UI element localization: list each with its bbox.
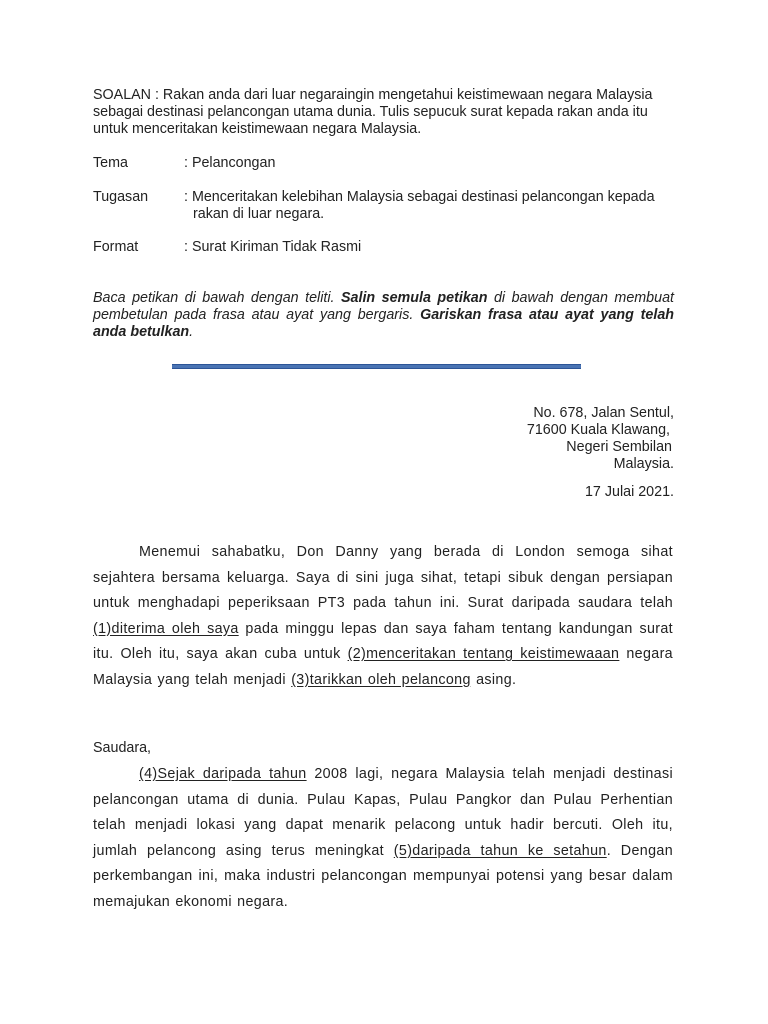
letter-paragraph-2 bbox=[93, 762, 673, 915]
underlined-phrase-3: (3)tarikkan oleh pelancong bbox=[291, 671, 471, 688]
letter-paragraph-1 bbox=[93, 540, 673, 693]
underlined-phrase-4: (4)Sejak daripada tahun bbox=[139, 766, 307, 782]
salutation: Saudara, bbox=[93, 740, 152, 756]
paragraph-text: asing. bbox=[470, 671, 517, 688]
question-text: SOALAN : Rakan anda dari luar negaraingin mengetahui keistimewaan negara Malaysia sebagai destinasi pelancongan utama dunia. Tulis sepucuk surat kepada rakan anda itu untuk menceritakan keistimewaan negara Malaysia. bbox=[93, 87, 653, 137]
address-line: No. 678, Jalan Sentul, bbox=[533, 405, 674, 421]
instruction-part: Baca petikan di bawah dengan teliti. bbox=[93, 290, 341, 306]
paragraph-text: pada minggu lepas dan saya faham tentang kandungan surat itu. Oleh itu, saya akan cuba untuk bbox=[93, 620, 673, 662]
instruction-text bbox=[93, 290, 674, 341]
paragraph-text: . Dengan perkembangan ini, maka industri pelancongan mempunyai potensi yang besar dalam memajukan ekonomi negara. bbox=[93, 842, 673, 910]
meta-value-tugasan: : Menceritakan kelebihan Malaysia sebagai destinasi pelancongan kepada rakan di luar negara. bbox=[184, 189, 655, 222]
address-line: Negeri Sembilan bbox=[566, 439, 672, 455]
divider-rule bbox=[172, 364, 581, 369]
letter-date: 17 Julai 2021. bbox=[584, 484, 674, 500]
meta-label-format: Format bbox=[93, 239, 139, 255]
meta-value-tema: : Pelancongan bbox=[184, 155, 276, 171]
address-line: 71600 Kuala Klawang, bbox=[526, 422, 670, 438]
paragraph-text: negara Malaysia yang telah menjadi bbox=[93, 646, 673, 688]
instruction-part: . bbox=[189, 324, 194, 340]
paragraph-text: 2008 lagi, negara Malaysia telah menjadi destinasi pelancongan utama di dunia. Pulau Kapas, Pulau Pangkor dan Pulau Perhentian telah menjadi lokasi yang dapat menarik pelacong untuk hadir bercuti. Oleh itu, jumlah pelancong asing terus meningkat bbox=[93, 766, 673, 859]
paragraph-text: Menemui sahabatku, Don Danny yang berada di London semoga sihat sejahtera bersama keluarga. Saya di sini juga sihat, tetapi sibuk dengan persiapan untuk menghadapi peperiksaan PT3 pada tahun ini. Surat daripada saudara telah bbox=[93, 544, 673, 611]
meta-value-format: : Surat Kiriman Tidak Rasmi bbox=[184, 239, 362, 255]
instruction-bold: Salin semula petikan bbox=[341, 290, 488, 306]
instruction-bold: Gariskan frasa atau ayat yang telah anda betulkan bbox=[93, 307, 675, 340]
underlined-phrase-2: (2)menceritakan tentang keistimewaaan bbox=[347, 646, 620, 662]
meta-label-tema: Tema bbox=[93, 155, 128, 171]
meta-label-tugasan: Tugasan bbox=[93, 189, 149, 205]
instruction-part: di bawah dengan membuat pembetulan pada frasa atau ayat yang bergaris. bbox=[93, 290, 675, 323]
sender-address bbox=[527, 405, 674, 473]
address-line: Malaysia. bbox=[613, 456, 674, 472]
underlined-phrase-5: (5)daripada tahun ke setahun bbox=[393, 842, 607, 859]
underlined-phrase-1: (1)diterima oleh saya bbox=[93, 620, 239, 637]
